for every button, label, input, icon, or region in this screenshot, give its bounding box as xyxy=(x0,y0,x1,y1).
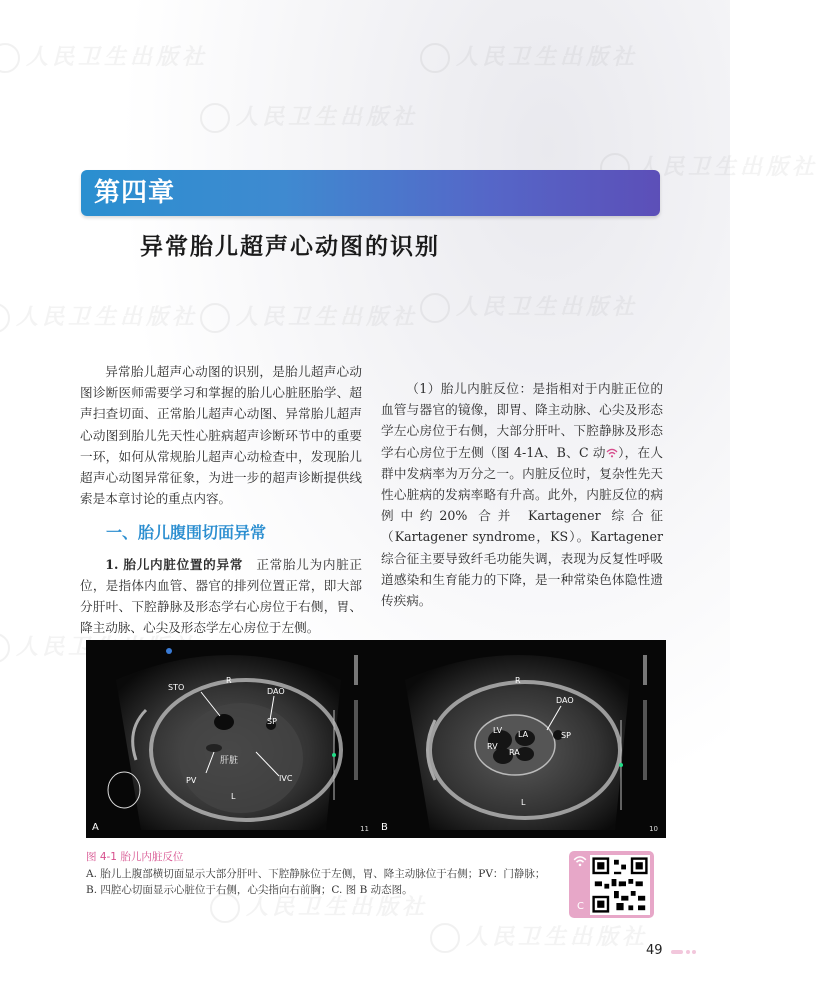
label-pv: PV xyxy=(186,776,197,785)
label-ra: RA xyxy=(509,748,520,757)
page-ornament xyxy=(671,949,701,955)
label-ivc: IVC xyxy=(279,774,293,783)
text-column-left xyxy=(80,361,362,638)
label-l: L xyxy=(521,798,526,807)
subsection-runin: 1. 胎儿内脏位置的异常 xyxy=(105,556,244,572)
label-l: L xyxy=(231,792,236,801)
qr-label: C xyxy=(577,901,584,912)
section-heading: 一、胎儿腹围切面异常 xyxy=(106,523,267,543)
figure-desc-b: B. 四腔心切面显示心脏位于右侧，心尖指向右前胸；C. 图 B 动态图。 xyxy=(86,884,413,896)
label-r: R xyxy=(226,676,232,685)
item1-text-after: ），在人群中发病率为万分之一。内脏反位时，复杂性先天性心脏病的发病率略有升高。此外，内脏反位的病例中约20% 合并 Kartagener 综合征（Kartagener syndrome，KS）。Kartagener 综合征主要导致纤毛功能失调，表现为反复性呼吸道感染和生育能力的下降，是一种常染色体隐性遗传疾病。 xyxy=(381,444,664,609)
label-sto: STO xyxy=(168,683,185,692)
figure-caption: 图 4-1 胎儿内脏反位 xyxy=(86,851,184,863)
label-sp: SP xyxy=(561,731,571,740)
wifi-icon[interactable] xyxy=(606,448,618,458)
subsection-paragraph xyxy=(80,554,362,639)
item1-text-before: （1）胎儿内脏反位：是指相对于内脏正位的血管与器官的镜像，即胃、降主动脉、心尖及形态学左心房位于右侧，大部分肝叶、下腔静脉及形态学右心房位于左侧（图 4-1A、B、C 动 xyxy=(381,381,663,460)
label-dao: DAO xyxy=(556,696,574,705)
panel-scale-b: 10 xyxy=(649,825,658,833)
chapter-title: 异常胎儿超声心动图的识别 xyxy=(140,234,440,260)
page-number: 49 xyxy=(646,943,663,958)
ultrasound-image-a xyxy=(86,640,377,838)
ultrasound-image-b xyxy=(375,640,666,838)
label-lv: LV xyxy=(493,726,503,735)
ultrasound-drawing-b xyxy=(375,640,666,838)
label-liver: 肝脏 xyxy=(220,756,239,766)
ultrasound-drawing-a xyxy=(86,640,377,838)
panel-letter-a: A xyxy=(92,822,99,833)
item1-paragraph xyxy=(381,378,663,611)
label-r: R xyxy=(515,676,521,685)
panel-scale-a: 11 xyxy=(360,825,369,833)
label-rv: RV xyxy=(487,742,498,751)
label-sp: SP xyxy=(267,717,277,726)
figure-description xyxy=(86,866,566,898)
chapter-label: 第四章 xyxy=(94,178,176,208)
label-la: LA xyxy=(518,730,529,739)
text-column-right xyxy=(381,357,663,611)
qr-code-icon[interactable] xyxy=(590,855,650,915)
wifi-icon xyxy=(573,855,587,867)
subsection-text: 正常胎儿为内脏正位，是指体内血管、器官的排列位置正常，即大部分肝叶、下腔静脉及形态学右心房位于右侧，胃、降主动脉、心尖及形态学左心房位于左侧。 xyxy=(80,556,363,636)
figure-desc-a: A. 胎儿上腹部横切面显示大部分肝叶、下腔静脉位于左侧，胃、降主动脉位于右侧；PV：门静脉； xyxy=(86,868,546,880)
panel-letter-b: B xyxy=(381,822,388,833)
label-dao: DAO xyxy=(267,687,285,696)
intro-paragraph: 异常胎儿超声心动图的识别，是胎儿超声心动图诊断医师需要学习和掌握的胎儿心脏胚胎学、超声扫查切面、正常胎儿超声心动图、异常胎儿超声心动图到胎儿先天性心脏病超声诊断环节中的重要一环，如何从常规胎儿超声心动检查中，发现胎儿超声心动图异常征象，为进一步的超声诊断提供线索是本章讨论的重点内容。 xyxy=(80,364,362,507)
